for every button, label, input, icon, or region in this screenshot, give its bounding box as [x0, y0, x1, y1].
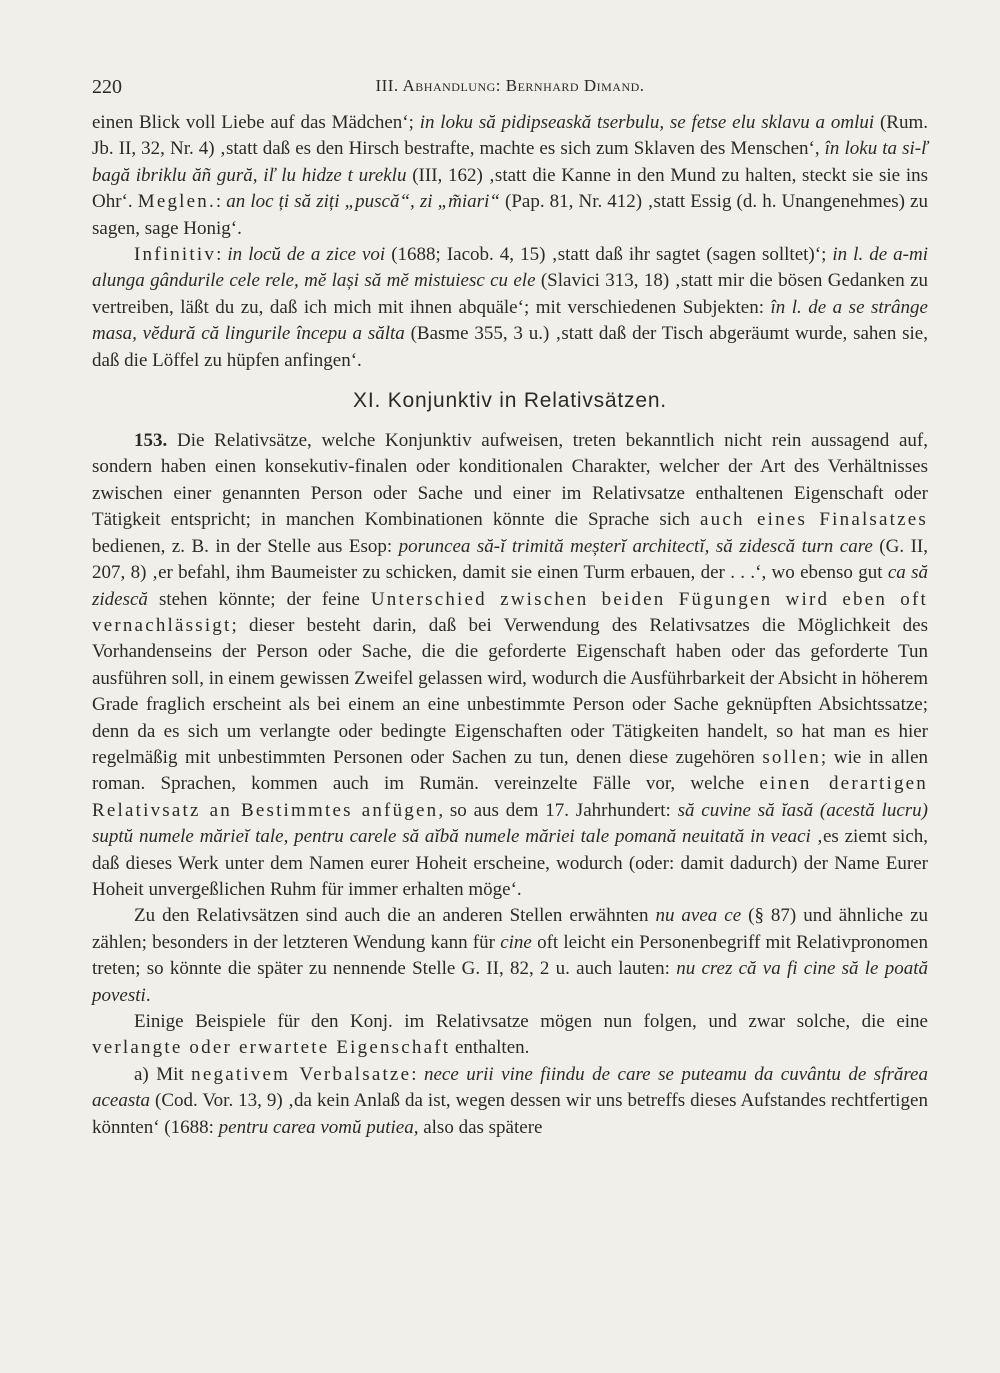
text-run: (G. II, 207, 8) ‚er befahl, ihm Baumeister zu schicken, damit sie einen Turm erbauen, der . . .‘, wo ebenso gut [92, 535, 928, 584]
text-run: also das spätere [418, 1116, 543, 1138]
romanian-quote: in l. de a-mi alunga gândurile cele rele, mĕ lași să mĕ mistuiesc cu ele [92, 244, 929, 292]
text-run: enthalten. [450, 1037, 530, 1059]
text-run: : [411, 1063, 424, 1085]
spaced-term: einen derartigen Relativsatz an Bestimmtes anfügen [92, 773, 928, 821]
text-run: oft leicht ein Personenbegriff mit Relativpronomen treten; so könnte die später zu nennende Stelle G. II, 82, 2 u. auch lauten: [92, 931, 928, 980]
section-heading: XI. Konjunktiv in Relativsätzen. [353, 389, 667, 413]
romanian-quote: ca să zidescă [92, 562, 929, 610]
text-run: (Slavici 313, 18) ‚statt mir die bösen Gedanken zu vertreiben, läßt du zu, daß ich mich mit ihnen abquäle‘; mit verschiedenen Subjekten: [92, 270, 928, 318]
spaced-term: Meglen. [137, 191, 216, 213]
paragraph-153 [92, 428, 928, 903]
text-run: Die Relativsätze, welche Konjunktiv aufweisen, treten bekanntlich nicht rein aussagend auf, sondern haben einen konsekutiv-finalen oder konditionalen Charakter, welcher der Art des Verhältnisses zwischen einer genannten Person oder Sache und einer im Relativsatze enthaltenen Eigenschaft oder Tätigkeit entspricht; in manchen Kombinationen könnte die Sprache sich [92, 430, 928, 531]
text-run: einen Blick voll Liebe auf das Mädchen‘; [92, 112, 420, 133]
spaced-term: auch eines Finalsatzes [700, 509, 928, 531]
text-run: (1688; Iacob. 4, 15) ‚statt daß ihr sagtet (sagen solltet)‘; [385, 244, 833, 266]
text-run: . [145, 984, 151, 1006]
spaced-term: Infinitiv [134, 244, 217, 266]
romanian-quote: nece urii vine fiindu de care se puteamu da cuvântu de sfrărea aceasta [92, 1063, 928, 1112]
romanian-quote: în l. de a se strânge masa, vĕdură că lingurile începu a sălta [92, 296, 928, 345]
romanian-quote: pentru carea vomŭ putiea, [218, 1116, 419, 1138]
romanian-quote: să cuvine să ĭasă (acestă lucru) suptŭ numele măriеĭ tale, pentru carele să aĭbă numele măriei tale pomană neuitată in veaci [92, 799, 928, 848]
text-run: a) Mit [134, 1063, 192, 1085]
romanian-quote: an loc ți să ziți „puscă“, zi „m̃iari“ [226, 191, 500, 213]
spaced-term: sollen [762, 746, 821, 768]
romanian-quote: nu crez că va fi cine să le poată povesti [92, 958, 928, 1006]
body-text [92, 110, 928, 1141]
paragraph-6 [92, 1062, 928, 1141]
text-run: : [216, 244, 228, 266]
spaced-term: verlangte oder erwartete Eigenschaft [92, 1037, 451, 1059]
spaced-term: negativem Verbalsatze [191, 1063, 412, 1085]
text-run: (Rum. Jb. II, 32, Nr. 4) ‚statt daß es den Hirsch bestrafte, machte es sich zum Sklaven des Menschen‘, [92, 112, 928, 160]
paragraph-1 [92, 110, 928, 242]
romanian-quote: cine [500, 931, 532, 953]
text-run: (Cod. Vor. 13, 9) ‚da kein Anlaß da ist, wegen dessen wir uns betreffs dieses Aufstandes rechtfertigen könnten‘ (1688: [92, 1090, 928, 1138]
section-number: 153. [134, 430, 168, 452]
text-run: (Basme 355, 3 u.) ‚statt daß der Tisch abgeräumt wurde, sahen sie, daß die Löffel zu hüpfen anfingen‘. [92, 323, 928, 371]
text-run: Einige Beispiele für den Konj. im Relativsatze mögen nun folgen, und zwar solche, die eine [134, 1011, 928, 1032]
text-run: Zu den Relativsätzen sind auch die an anderen Stellen erwähnten [134, 905, 656, 927]
romanian-quote: poruncea să-ĭ trimită meșterĭ architectĭ, să zidescă turn care [398, 535, 873, 557]
paragraph-2 [92, 242, 928, 374]
romanian-quote: în loku ta si-ľ bagă ibriklu ăñ gură, iľ lu hidze t ureklu [92, 138, 928, 186]
text-run: ‚es ziemt sich, daß dieses Werk unter dem Namen eurer Hoheit erscheine, wodurch (oder: damit dadurch) der Name Eurer Hoheit unvergeßlichen Ruhm für immer erhalten möge‘. [92, 826, 929, 900]
text-run: , so aus dem 17. Jahrhundert: [438, 799, 678, 821]
text-run: (§ 87) und ähnliche zu zählen; besonders in der letzteren Wendung kann für [92, 905, 929, 953]
spaced-term: Unterschied zwischen beiden Fügungen wird eben oft vernachlässigt [92, 588, 929, 636]
paragraph-5 [92, 1009, 928, 1062]
text-run: ; dieser besteht darin, daß bei Verwendung des Relativsatzes die Möglichkeit des Vorhandenseins der Person oder Sache, die die geforderte Eigenschaft haben oder das geforderte Tun ausführen soll, in einem gewissen Zweifel gelassen wird, wodurch die Ausführbarkeit der Absicht in höherem Grade fraglich erscheint als bei einem an eine unbestimmte Person oder Sache geknüpften Absichtssatze; denn da es sich um verlangte oder bedingte Eigenschaften oder Tätigkeiten handelt, so hat man es hier regelmäßig mit unbestimmten Personen oder Sachen zu tun, denen diese zugehören [92, 614, 928, 768]
romanian-quote: nu avea ce [655, 905, 742, 927]
text-run: (Pap. 81, Nr. 412) ‚statt Essig (d. h. Unangenehmes) zu sagen, sage Honig‘. [92, 191, 928, 239]
romanian-quote: in loku să pidipseaskă tserbulu, se fetse elu sklavu a omlui [419, 112, 875, 133]
text-run: : [215, 191, 227, 213]
page-header [92, 74, 928, 104]
paragraph-4 [92, 903, 928, 1009]
text-run: (III, 162) ‚statt die Kanne in den Mund zu halten, steckt sie sie ins Ohr‘. [92, 164, 929, 213]
page-number: 220 [92, 76, 122, 98]
text-run: stehen könnte; der feine [147, 588, 371, 610]
running-head: III. Abhandlung: Bernhard Dimand. [375, 76, 645, 95]
text-run: bedienen, z. B. in der Stelle aus Esop: [92, 535, 399, 557]
text-run: ; wie in allen roman. Sprachen, kommen auch im Rumän. vereinzelte Fälle vor, welche [92, 746, 928, 795]
romanian-quote: in locŭ de a zice voi [227, 244, 386, 266]
